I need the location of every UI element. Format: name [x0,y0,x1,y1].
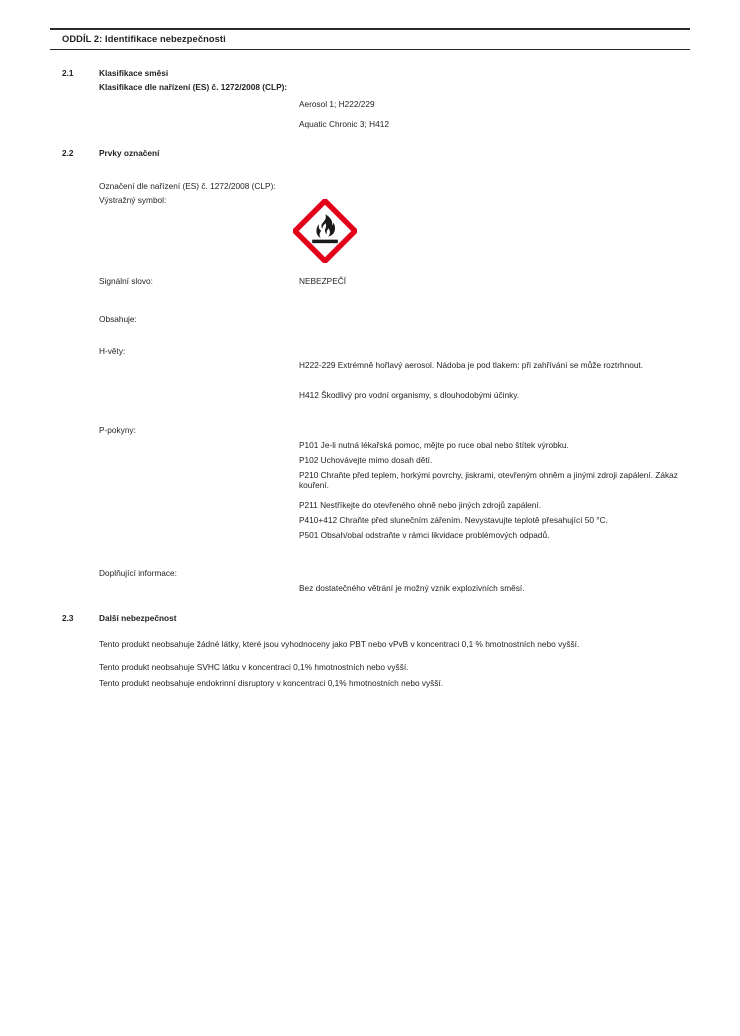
section-header-title: ODDÍL 2: Identifikace nebezpečnosti [62,33,226,44]
label-p-statements: P-pokyny: [99,425,136,435]
ghs02-flame-pictogram [293,199,357,263]
label-hazard-pictogram: Výstražný symbol: [99,195,167,205]
label-signal-word: Signální slovo: [99,276,153,286]
label-contains: Obsahuje: [99,314,137,324]
other-hazards-paragraph-2: Tento produkt neobsahuje SVHC látku v koncentraci 0,1% hmotnostních nebo vyšší. [99,662,409,672]
classification-entry-1: Aerosol 1; H222/229 [299,99,375,109]
additional-info-value: Bez dostatečného větrání je možný vznik explozivních směsí. [299,583,525,593]
section-heading-2-3: Další nebezpečnost [99,613,177,623]
other-hazards-paragraph-3: Tento produkt neobsahuje endokrinní disruptory v koncentraci 0,1% hmotnostních nebo vyšší. [99,678,444,688]
classification-regulation-subheading: Klasifikace dle nařízení (ES) č. 1272/2008 (CLP): [99,82,288,92]
p-statement-5: P410+412 Chraňte před slunečním zářením. Nevystavujte teplotě přesahující 50 °C. [299,515,608,525]
section-number-2-2: 2.2 [62,148,74,158]
section-heading-2-2: Prvky označení [99,148,160,158]
p-statement-4: P211 Nestříkejte do otevřeného ohně nebo jiných zdrojů zapálení. [299,500,541,510]
p-statement-2: P102 Uchovávejte mimo dosah dětí. [299,455,433,465]
classification-entry-2: Aquatic Chronic 3; H412 [299,119,389,129]
p-statement-3: P210 Chraňte před teplem, horkými povrchy, jiskrami, otevřeným ohněm a jinými zdroji zapálení. Zákaz kouření. [299,470,678,490]
other-hazards-paragraph-1: Tento produkt neobsahuje žádné látky, které jsou vyhodnoceny jako PBT nebo vPvB v koncentraci 0,1 % hmotnostních nebo vyšší. [99,639,580,649]
section-header-banner [50,28,690,50]
signal-word-value: NEBEZPEČÍ [299,276,347,286]
h-statement-2: H412 Škodlivý pro vodní organismy, s dlouhodobými účinky. [299,390,520,400]
label-h-statements: H-věty: [99,346,126,356]
section-heading-2-1: Klasifikace směsi [99,68,169,78]
section-number-2-3: 2.3 [62,613,74,623]
section-number-2-1: 2.1 [62,68,74,78]
p-statement-1: P101 Je-li nutná lékařská pomoc, mějte po ruce obal nebo štítek výrobku. [299,440,569,450]
h-statement-1: H222-229 Extrémně hořlavý aerosol. Nádoba je pod tlakem: při zahřívání se může roztrhnout. [299,360,644,370]
p-statement-6: P501 Obsah/obal odstraňte v rámci likvidace problémových odpadů. [299,530,550,540]
label-regulation-marking: Označení dle nařízení (ES) č. 1272/2008 (CLP): [99,181,276,191]
label-additional-info: Doplňující informace: [99,568,177,578]
